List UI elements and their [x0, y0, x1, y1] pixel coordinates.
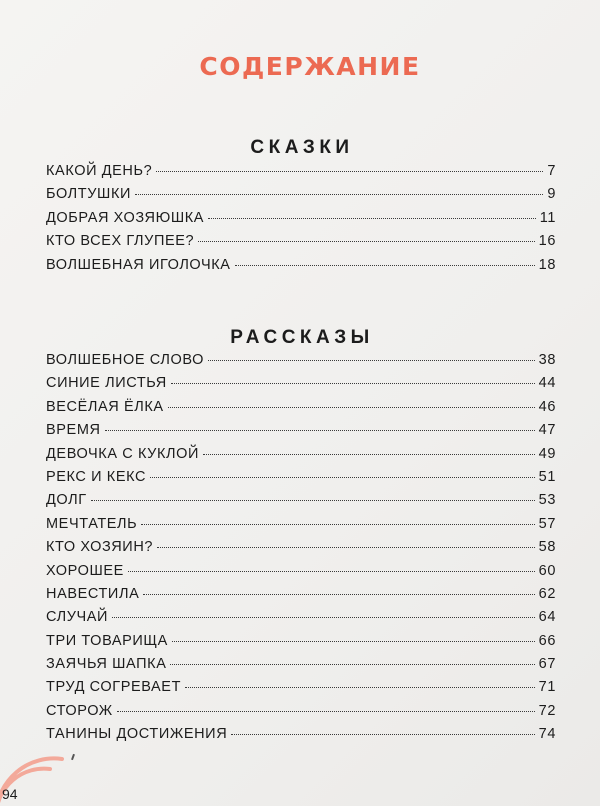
toc-entry-title: КТО ХОЗЯИН?	[46, 539, 154, 556]
decorative-tick	[71, 754, 75, 760]
dot-leader	[208, 218, 536, 219]
toc-entry[interactable]	[46, 492, 556, 515]
toc-entry-page: 67	[538, 656, 556, 673]
dot-leader	[91, 500, 535, 501]
toc-entry-page: 49	[538, 445, 556, 462]
toc-entry[interactable]	[46, 609, 556, 632]
toc-entry-title: ЗАЯЧЬЯ ШАПКА	[46, 656, 167, 673]
toc-entry-page: 46	[538, 398, 556, 415]
toc-entry-title: ДЕВОЧКА С КУКЛОЙ	[46, 445, 200, 462]
toc-entry[interactable]	[46, 703, 556, 726]
dot-leader	[143, 594, 534, 595]
dot-leader	[150, 477, 535, 478]
toc-entry-title: ВРЕМЯ	[46, 422, 101, 439]
toc-entry-title: ТРИ ТОВАРИЩА	[46, 632, 168, 649]
toc-entry-page: 9	[547, 186, 556, 203]
page-title: СОДЕРЖАНИЕ	[199, 52, 421, 81]
dot-leader	[168, 407, 535, 408]
toc-entry-page: 16	[538, 233, 556, 250]
toc-entry-page: 66	[538, 632, 556, 649]
toc-entry-page: 53	[538, 492, 556, 509]
dot-leader	[172, 641, 535, 642]
toc-entry-page: 64	[538, 609, 556, 626]
toc-entry-page: 71	[538, 679, 556, 696]
toc-entry-title: НАВЕСТИЛА	[46, 585, 140, 602]
toc-list-rasskazy	[46, 352, 556, 750]
toc-entry[interactable]	[46, 586, 556, 609]
toc-entry-title: МЕЧТАТЕЛЬ	[46, 515, 138, 532]
toc-entry-title: СТОРОЖ	[46, 702, 113, 719]
toc-entry-title: ДОЛГ	[46, 492, 87, 509]
toc-entry[interactable]	[46, 679, 556, 702]
toc-entry-page: 38	[538, 352, 556, 368]
dot-leader	[185, 687, 535, 688]
toc-entry[interactable]	[46, 539, 556, 562]
toc-entry-page: 11	[539, 209, 556, 226]
toc-entry-title: СЛУЧАЙ	[46, 609, 109, 626]
toc-entry[interactable]	[46, 210, 556, 233]
toc-entry[interactable]	[46, 375, 556, 398]
dot-leader	[112, 617, 535, 618]
toc-entry[interactable]	[46, 726, 556, 749]
toc-entry[interactable]	[46, 186, 556, 209]
dot-leader	[128, 571, 535, 572]
toc-entry-page: 58	[538, 539, 556, 556]
section-heading-skazki: СКАЗКИ	[250, 137, 354, 158]
toc-entry-title: ДОБРАЯ ХОЗЯЮШКА	[46, 209, 205, 226]
toc-entry-title: КТО ВСЕХ ГЛУПЕЕ?	[46, 233, 195, 250]
toc-list-skazki	[46, 163, 556, 280]
dot-leader	[198, 241, 534, 242]
toc-entry-title: СИНИЕ ЛИСТЬЯ	[46, 375, 167, 392]
toc-entry-title: КАКОЙ ДЕНЬ?	[46, 163, 153, 179]
dot-leader	[117, 711, 535, 712]
dot-leader	[171, 383, 535, 384]
toc-entry-title: ВЕСЁЛАЯ ЁЛКА	[46, 398, 164, 415]
dot-leader	[135, 194, 543, 195]
dot-leader	[156, 171, 543, 172]
dot-leader	[170, 664, 534, 665]
dot-leader	[105, 430, 535, 431]
toc-entry-page: 7	[547, 163, 556, 179]
toc-entry-title: ТРУД СОГРЕВАЕТ	[46, 679, 182, 696]
dot-leader	[157, 547, 535, 548]
toc-entry-page: 47	[538, 422, 556, 439]
toc-entry-title: БОЛТУШКИ	[46, 186, 132, 203]
toc-entry[interactable]	[46, 656, 556, 679]
toc-entry-page: 60	[538, 562, 556, 579]
toc-entry[interactable]	[46, 399, 556, 422]
toc-entry-title: ВОЛШЕБНОЕ СЛОВО	[46, 352, 205, 368]
toc-entry[interactable]	[46, 163, 556, 186]
toc-entry-title: РЕКС И КЕКС	[46, 468, 147, 485]
toc-entry-page: 57	[538, 515, 556, 532]
toc-entry[interactable]	[46, 257, 556, 280]
toc-entry-title: ВОЛШЕБНАЯ ИГОЛОЧКА	[46, 256, 231, 273]
toc-entry-page: 62	[538, 585, 556, 602]
toc-entry[interactable]	[46, 516, 556, 539]
toc-entry-page: 74	[538, 726, 556, 743]
dot-leader	[141, 524, 534, 525]
dot-leader	[231, 734, 534, 735]
toc-entry-title: ТАНИНЫ ДОСТИЖЕНИЯ	[46, 726, 228, 743]
toc-entry-page: 44	[538, 375, 556, 392]
toc-entry-page: 51	[538, 468, 556, 485]
dot-leader	[208, 360, 535, 361]
toc-entry[interactable]	[46, 422, 556, 445]
toc-entry[interactable]	[46, 233, 556, 256]
dot-leader	[203, 454, 535, 455]
toc-entry-page: 72	[538, 702, 556, 719]
section-heading-rasskazy: РАССКАЗЫ	[230, 327, 374, 348]
dot-leader	[235, 265, 535, 266]
page-number: 94	[2, 786, 18, 802]
toc-entry-title: ХОРОШЕЕ	[46, 562, 124, 579]
toc-entry[interactable]	[46, 446, 556, 469]
toc-entry-page: 18	[538, 256, 556, 273]
toc-entry[interactable]	[46, 633, 556, 656]
toc-entry[interactable]	[46, 352, 556, 375]
toc-entry[interactable]	[46, 469, 556, 492]
toc-entry[interactable]	[46, 563, 556, 586]
